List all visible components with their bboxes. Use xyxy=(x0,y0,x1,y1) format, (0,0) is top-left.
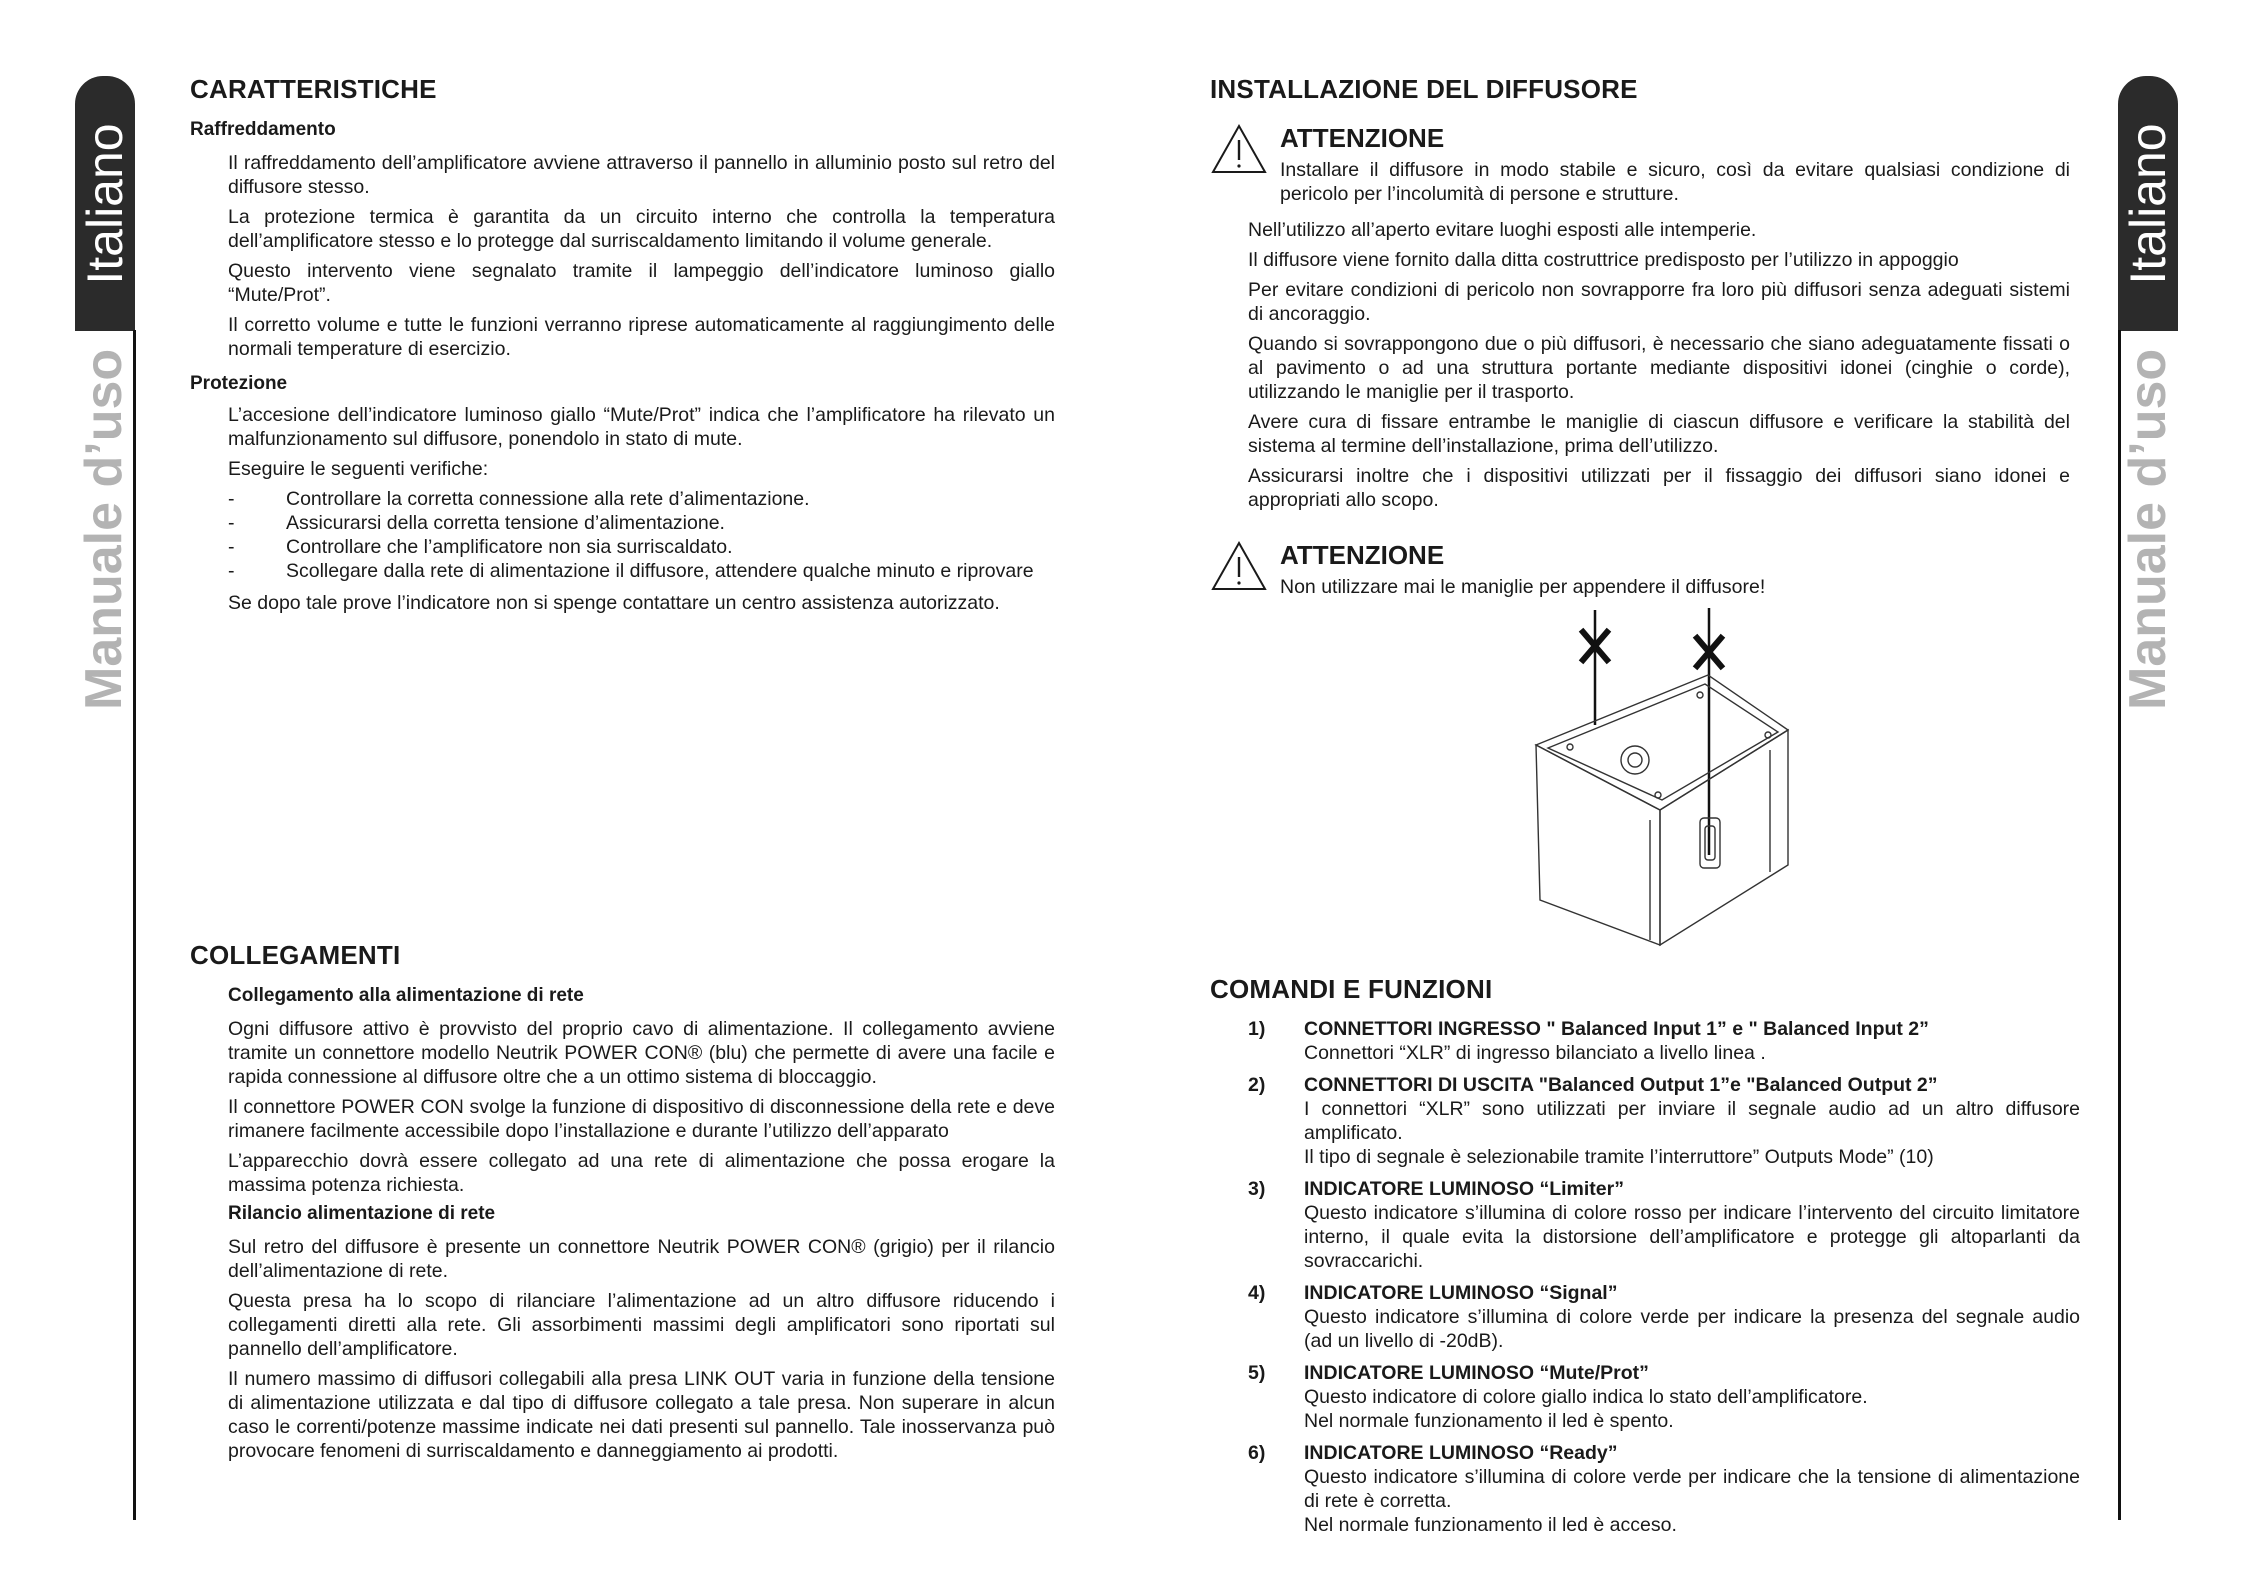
section-comandi xyxy=(1210,974,2080,1545)
paragraph: Se dopo tale prove l’indicatore non si spenge contattare un centro assistenza autorizzato. xyxy=(228,592,1000,614)
command-number: 2) xyxy=(1248,1074,1266,1096)
paragraph: Il corretto volume e tutte le funzioni verranno riprese automaticamente al raggiungimento delle normali temperature di esercizio. xyxy=(228,314,1055,360)
paragraph: Questa presa ha lo scopo di rilanciare l’alimentazione ad un altro diffusore riducendo i collegamenti diretti alla rete. Gli assorbimenti massimi degli amplificatori sono riportati sul pannello dell’amplificatore. xyxy=(228,1290,1055,1360)
command-title: INDICATORE LUMINOSO “Limiter” xyxy=(1304,1178,1624,1200)
warning-title: ATTENZIONE xyxy=(1280,540,1445,570)
command-description: Questo indicatore di colore giallo indica lo stato dell’amplificatore. xyxy=(1304,1386,1868,1408)
paragraph: Ogni diffusore attivo è provvisto del proprio cavo di alimentazione. Il collegamento avviene tramite un connettore modello Neutrik POWER CON® (blu) che permette di avere una facile e rapida connessione al diffusore oltre che a un ottimo sistema di bloccaggio. xyxy=(228,1018,1055,1088)
paragraph: Il raffreddamento dell’amplificatore avviene attraverso il pannello in alluminio posto sul retro del diffusore stesso. xyxy=(228,152,1055,198)
check-list xyxy=(228,487,1055,583)
section-caratteristiche xyxy=(190,74,1055,615)
subsection-title: Rilancio alimentazione di rete xyxy=(228,1203,496,1224)
language-label-right: Italiano xyxy=(2120,123,2176,285)
manual-label-left: Manuale d’uso xyxy=(75,348,133,710)
command-title: INDICATORE LUMINOSO “Mute/Prot” xyxy=(1304,1362,1649,1384)
warning-title: ATTENZIONE xyxy=(1280,123,1445,153)
paragraph: Questo intervento viene segnalato tramite il lampeggio dell’indicatore luminoso giallo “Mute/Prot”. xyxy=(228,260,1055,306)
command-number: 5) xyxy=(1248,1362,1266,1384)
paragraph: L’apparecchio dovrà essere collegato ad una rete di alimentazione che possa erogare la massima potenza richiesta. xyxy=(228,1150,1055,1196)
command-title: INDICATORE LUMINOSO “Signal” xyxy=(1304,1282,1618,1304)
command-description: Nel normale funzionamento il led è spento. xyxy=(1304,1410,1674,1432)
command-item xyxy=(1248,1361,2080,1433)
command-number: 6) xyxy=(1248,1442,1266,1464)
list-item: - Scollegare dalla rete di alimentazione il diffusore, attendere qualche minuto e riprovare xyxy=(228,559,1055,583)
command-description: Nel normale funzionamento il led è acceso. xyxy=(1304,1514,1677,1536)
section-title: INSTALLAZIONE DEL DIFFUSORE xyxy=(1210,74,1638,104)
list-item: - Assicurarsi della corretta tensione d’alimentazione. xyxy=(228,511,1055,535)
speaker-hanging-prohibited-illustration xyxy=(1500,600,1830,960)
command-number: 1) xyxy=(1248,1018,1266,1040)
warning-triangle-icon xyxy=(1210,540,1268,592)
list-item: - Controllare che l’amplificatore non sia surriscaldato. xyxy=(228,535,1055,559)
paragraph: Avere cura di fissare entrambe le maniglie di ciascun diffusore e verificare la stabilità del sistema al termine dell’installazione, prima dell’utilizzo. xyxy=(1248,411,2070,457)
list-item: - Controllare la corretta connessione alla rete d’alimentazione. xyxy=(228,487,1055,511)
paragraph: Quando si sovrappongono due o più diffusori, è necessario che siano adeguatamente fissati o al pavimento o ad una struttura portante mediante dispositivi idonei (cinghie o corde), utilizzando le maniglie per il trasporto. xyxy=(1248,333,2070,403)
command-number: 3) xyxy=(1248,1178,1266,1200)
manual-label-right: Manuale d’uso xyxy=(2119,348,2177,710)
command-number: 4) xyxy=(1248,1282,1266,1304)
subsection-title: Collegamento alla alimentazione di rete xyxy=(228,985,584,1006)
language-label-left: Italiano xyxy=(77,123,133,285)
command-description: Questo indicatore s’illumina di colore verde per indicare che la tensione di alimentazione di rete è corretta. xyxy=(1304,1466,2080,1512)
section-title: COMANDI E FUNZIONI xyxy=(1210,974,1493,1004)
command-description: Questo indicatore s’illumina di colore verde per indicare la presenza del segnale audio (ad un livello di -20dB). xyxy=(1304,1306,2080,1352)
command-title: INDICATORE LUMINOSO “Ready” xyxy=(1304,1442,1618,1464)
command-item xyxy=(1248,1017,2080,1065)
paragraph: Nell’utilizzo all’aperto evitare luoghi esposti alle intemperie. xyxy=(1248,219,1757,241)
commands-list xyxy=(1210,1017,2080,1537)
command-item xyxy=(1248,1073,2080,1169)
section-title: CARATTERISTICHE xyxy=(190,74,437,104)
section-installazione xyxy=(1210,74,2070,599)
paragraph: La protezione termica è garantita da un circuito interno che controlla la temperatura dell’amplificatore stesso e lo protegge dal surriscaldamento limitando il volume generale. xyxy=(228,206,1055,252)
paragraph: Eseguire le seguenti verifiche: xyxy=(228,458,489,480)
paragraph: L’accesione dell’indicatore luminoso giallo “Mute/Prot” indica che l’amplificatore ha rilevato un malfunzionamento sul diffusore, ponendolo in stato di mute. xyxy=(228,404,1055,450)
section-title: COLLEGAMENTI xyxy=(190,940,401,970)
command-item xyxy=(1248,1281,2080,1353)
paragraph: Il connettore POWER CON svolge la funzione di dispositivo di disconnessione della rete e deve rimanere facilmente accessibile dopo l’installazione e durante l’utilizzo dell’apparato xyxy=(228,1096,1055,1142)
warning-text: Installare il diffusore in modo stabile e sicuro, così da evitare qualsiasi condizione di pericolo per l’incolumità di persone e strutture. xyxy=(1280,159,2070,205)
paragraph: Assicurarsi inoltre che i dispositivi utilizzati per il fissaggio dei diffusori siano idonei e appropriati allo scopo. xyxy=(1248,465,2070,511)
command-title: CONNETTORI DI USCITA "Balanced Output 1”e "Balanced Output 2” xyxy=(1304,1074,1938,1096)
subsection-title: Raffreddamento xyxy=(190,119,336,140)
paragraph: Il numero massimo di diffusori collegabili alla presa LINK OUT varia in funzione della tensione di alimentazione utilizzata e dal tipo di diffusore collegato a tale presa. Non superare in alcun caso le correnti/potenze massime indicate nei dati presenti sul pannello. Tale inosservanza può provocare fenomeni di surriscaldamento e danneggiamento ai prodotti. xyxy=(228,1368,1055,1462)
warning-block xyxy=(1210,540,2070,599)
warning-text: Non utilizzare mai le maniglie per appendere il diffusore! xyxy=(1280,576,1766,598)
command-item xyxy=(1248,1441,2080,1537)
paragraph: Il diffusore viene fornito dalla ditta costruttrice predisposto per l’utilizzo in appoggio xyxy=(1248,249,1959,271)
command-description: Connettori “XLR” di ingresso bilanciato a livello linea . xyxy=(1304,1042,1766,1064)
subsection-title: Protezione xyxy=(190,373,288,394)
paragraph: Per evitare condizioni di pericolo non sovrapporre fra loro più diffusori senza adeguati sistemi di ancoraggio. xyxy=(1248,279,2070,325)
command-title: CONNETTORI INGRESSO " Balanced Input 1” e " Balanced Input 2” xyxy=(1304,1018,1929,1040)
warning-block xyxy=(1210,123,2070,206)
command-description: I connettori “XLR” sono utilizzati per inviare il segnale audio ad un altro diffusore amplificato. xyxy=(1304,1098,2080,1144)
warning-triangle-icon xyxy=(1210,123,1268,175)
command-description: Questo indicatore s’illumina di colore rosso per indicare l’intervento del circuito limitatore interno, il quale evita la distorsione dell’amplificatore e protegge gli altoparlanti da sovraccarichi. xyxy=(1304,1202,2080,1272)
section-collegamenti xyxy=(190,940,1055,1469)
paragraph: Sul retro del diffusore è presente un connettore Neutrik POWER CON® (grigio) per il rilancio dell’alimentazione di rete. xyxy=(228,1236,1055,1282)
command-description: Il tipo di segnale è selezionabile tramite l’interruttore” Outputs Mode” (10) xyxy=(1304,1146,1934,1168)
command-item xyxy=(1248,1177,2080,1273)
